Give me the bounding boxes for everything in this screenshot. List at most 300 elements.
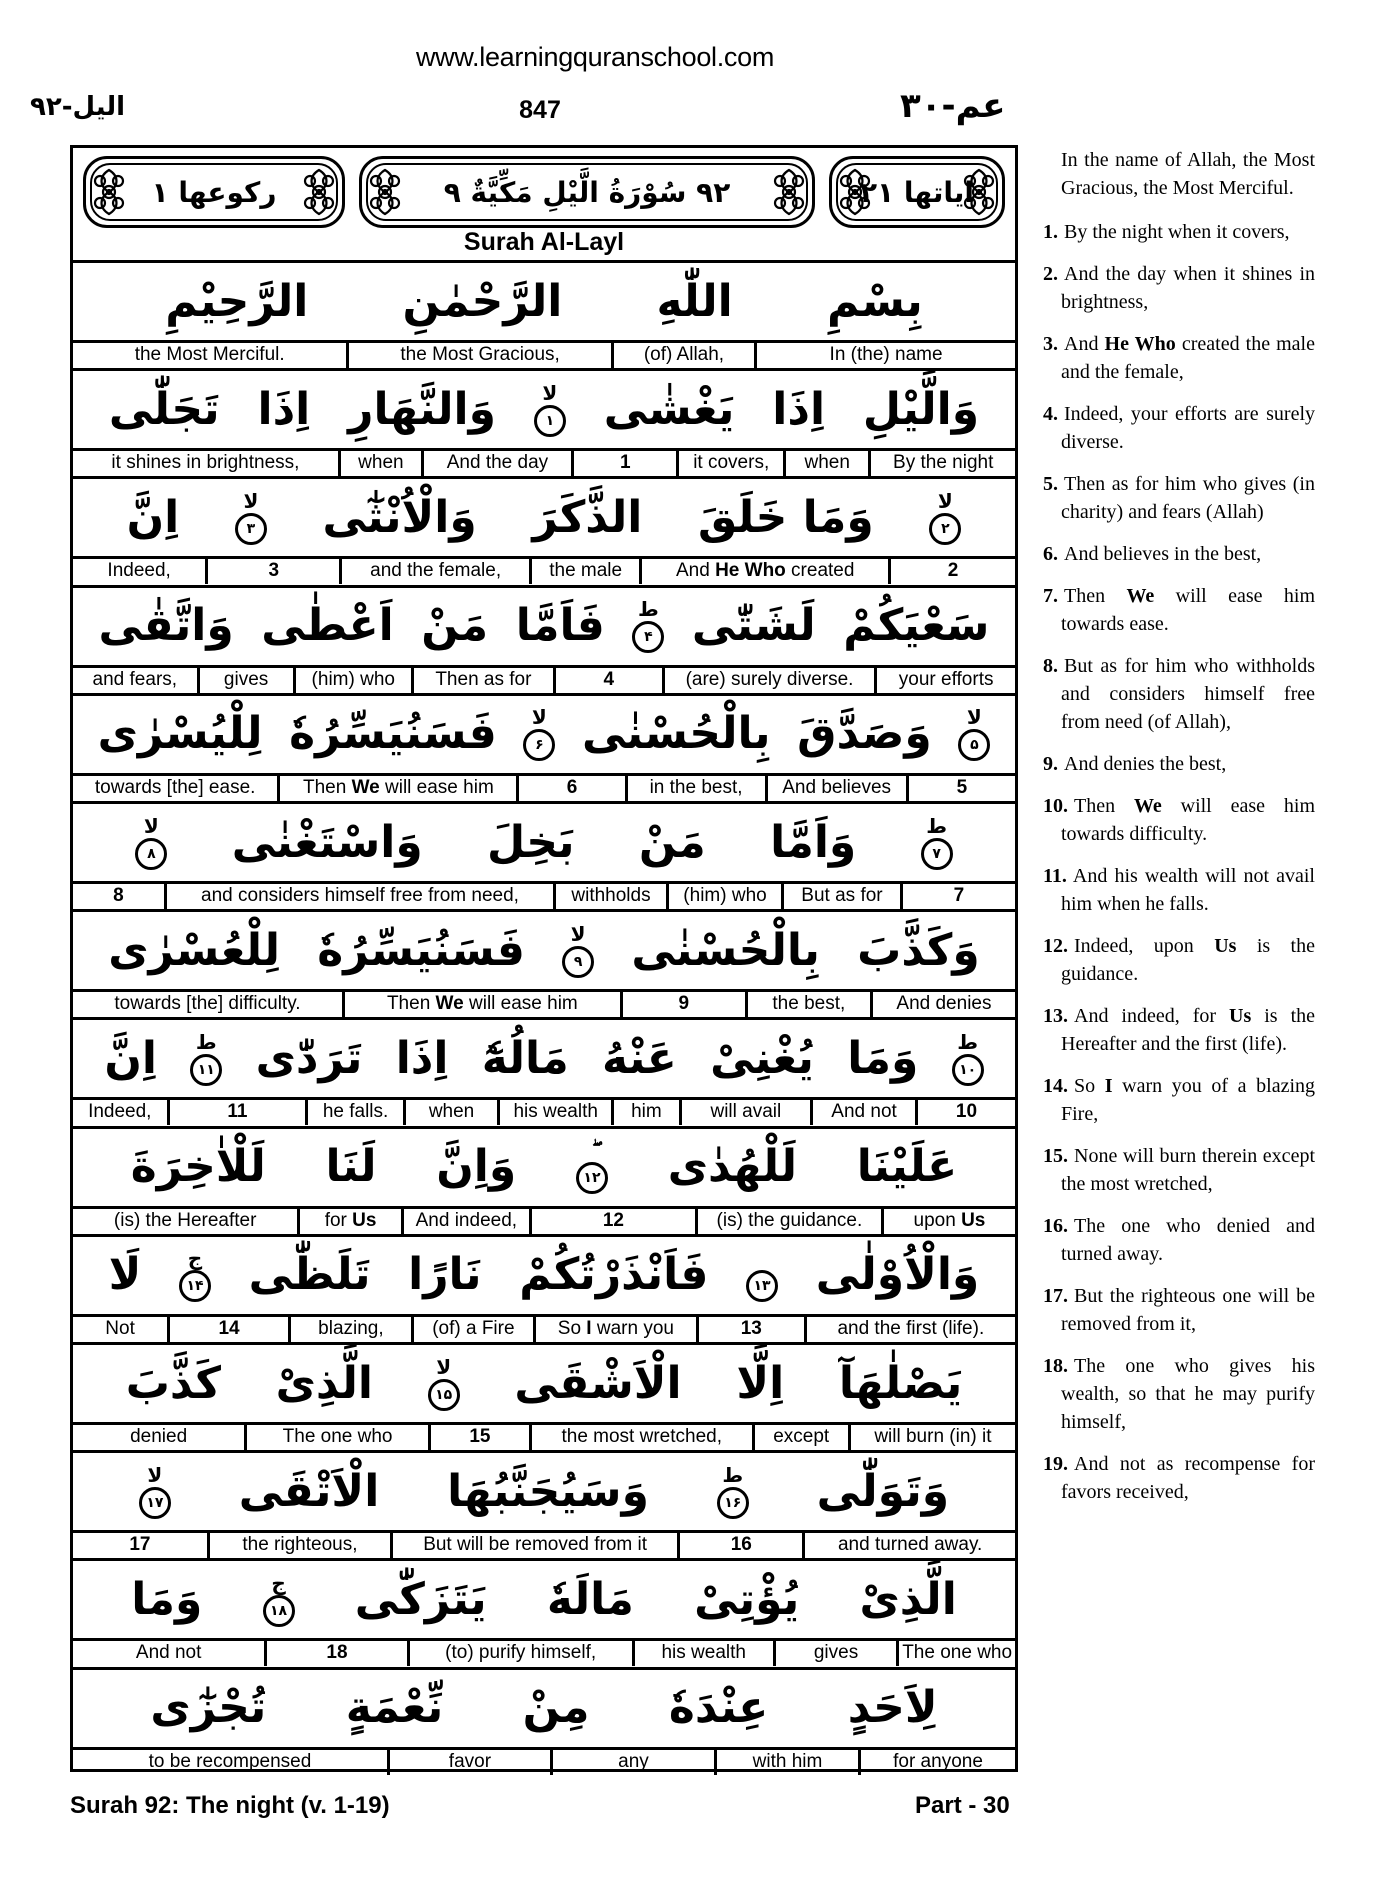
verse-end-marker	[263, 1570, 295, 1627]
verse-number-circle-icon	[746, 1270, 778, 1302]
pause-sign: ط	[195, 1029, 217, 1054]
arabic-word: اِنَّ	[104, 1032, 157, 1084]
footer-part: Part - 30	[915, 1792, 1010, 1819]
verse-text: And believes in the best,	[1064, 543, 1262, 565]
verse-number-circle-icon	[190, 1054, 222, 1086]
translation-cell	[536, 1317, 699, 1342]
verse-number: ۱	[545, 412, 555, 429]
translation-cell: Not	[73, 1317, 170, 1342]
verse-text: And indeed, for	[1074, 1005, 1230, 1027]
pause-sign: ط	[722, 1462, 744, 1487]
arabic-word: فَاَمَّا	[515, 600, 605, 652]
translation-cell: for anyone	[893, 1750, 983, 1772]
ruku-label: رکوعها ۱	[151, 175, 277, 209]
verse-text: Indeed, upon	[1074, 935, 1215, 957]
verse-number: 14.	[1043, 1075, 1068, 1097]
translation-cell: And not	[813, 1100, 918, 1125]
translation-cell: it covers,	[679, 451, 786, 476]
translation-cell: (of) a Fire	[414, 1317, 536, 1342]
verse-text: Indeed, your efforts are surely diverse.	[1061, 403, 1315, 453]
verse-number-cell: 4	[556, 668, 665, 693]
cell-text: for	[324, 1209, 353, 1231]
arabic-word: وَالْاُنْثٰٓی	[322, 491, 477, 543]
translation-cell: gives	[200, 668, 296, 693]
translation-row	[73, 1422, 1015, 1450]
arabic-word: فَاَنْذَرْتُکُمْ	[519, 1249, 709, 1301]
verse-end-marker	[632, 599, 664, 653]
translation-cell: blazing,	[291, 1317, 414, 1342]
translation-row	[73, 556, 1015, 584]
translation-cell: the righteous,	[210, 1533, 393, 1558]
arabic-word: فَسَنُیَسِّرُهٗ	[289, 708, 497, 760]
verse-text: In the name of Allah, the Most Gracious, the Most Merciful.	[1061, 149, 1315, 199]
verse-number-cell: 16	[680, 1533, 805, 1558]
cell-emphasis: Us	[352, 1209, 377, 1231]
translation-cell: withholds	[556, 884, 669, 909]
translation-cell: will burn (in) it	[874, 1426, 992, 1447]
arabic-word: بِالْحُسْنٰی	[581, 708, 771, 760]
verse-group	[73, 1017, 1015, 1125]
verse-end-marker	[235, 488, 267, 545]
translation-cell: (is) the Hereafter	[73, 1209, 300, 1234]
verse-number: 3.	[1043, 333, 1058, 355]
pause-sign: لا	[542, 380, 558, 405]
translation-cell: in the best,	[628, 776, 768, 801]
surah-english-name: Surah Al-Layl	[463, 228, 625, 256]
arabic-word: کَذَّبَ	[125, 1357, 221, 1409]
arabic-word: بِسْمِ	[826, 275, 923, 327]
verse-group	[73, 1450, 1015, 1558]
translation-cell: Indeed,	[73, 559, 208, 584]
cell-text: Then	[386, 993, 436, 1015]
cell-text: warn you	[591, 1317, 674, 1339]
verse-emphasis: We	[1133, 795, 1162, 817]
verse-emphasis: He Who	[1104, 333, 1176, 355]
ornament-icon	[87, 166, 131, 218]
arabic-word: یُغْنِیْ	[710, 1032, 814, 1084]
verse-number: 19.	[1043, 1453, 1068, 1475]
verse-text: warn you of a blazing Fire,	[1061, 1075, 1316, 1125]
ornament-icon	[833, 166, 877, 218]
arabic-word: تَلَظّٰی	[248, 1249, 371, 1301]
verse-translation	[1043, 932, 1315, 988]
translation-cell: The one who	[902, 1642, 1013, 1664]
verse-number: 2.	[1043, 263, 1058, 285]
verse-number-circle-icon	[534, 405, 566, 437]
cell-text: And	[675, 560, 716, 582]
translation-cell: gives	[776, 1641, 899, 1666]
pause-sign: لا	[143, 813, 159, 838]
arabic-row	[73, 1017, 1015, 1097]
verse-number-cell: 3	[208, 559, 342, 584]
translation-cell: and considers himself free from need,	[167, 884, 556, 909]
arabic-word: بَخِلَ	[487, 816, 575, 868]
verse-number: ۱۰	[959, 1061, 977, 1078]
arabic-row	[73, 801, 1015, 881]
arabic-word: مِنْ	[522, 1682, 590, 1734]
verse-number-cell: 12	[532, 1209, 698, 1234]
verse-end-marker	[139, 1462, 171, 1519]
verse-text: By the night when it covers,	[1064, 221, 1290, 243]
translation-cell: with him	[717, 1750, 861, 1775]
verse-translation	[1043, 652, 1315, 736]
arabic-word: یُؤْتِیْ	[694, 1573, 800, 1625]
arabic-word: وَاتَّقٰی	[98, 600, 234, 652]
translation-row	[73, 665, 1015, 693]
arabic-word: لِلْعُسْرٰی	[108, 924, 281, 976]
arabic-word: عِنْدَهٗ	[668, 1682, 769, 1734]
arabic-word: وَمَا	[847, 1032, 919, 1084]
verse-number-circle-icon	[929, 513, 961, 545]
juz-running-header: عم-۳۰	[900, 86, 1006, 126]
surah-arabic-title: ۹۲ سُوْرَةُ الَّیْلِ مَکِّیَّةٌ ۹	[443, 175, 731, 209]
translation-cell: denied	[73, 1425, 247, 1450]
arabic-word: لِاَحَدٍ	[847, 1682, 938, 1734]
verse-number-circle-icon	[235, 513, 267, 545]
translation-cell: his wealth	[635, 1641, 776, 1666]
translation-cell: when	[406, 1100, 500, 1125]
arabic-word: اَعْطٰی	[261, 600, 394, 652]
arabic-word: مَالَهٗ	[546, 1573, 634, 1625]
verse-group	[73, 1234, 1015, 1342]
verse-end-marker	[534, 380, 566, 437]
translation-row	[73, 340, 1015, 368]
verse-emphasis: We	[1126, 585, 1155, 607]
verse-translation	[1043, 540, 1315, 568]
word-by-word-table	[70, 145, 1018, 1772]
arabic-word: لَلْهُدٰی	[667, 1141, 797, 1193]
verse-number-cell: 13	[699, 1317, 807, 1342]
verse-number: ۱۴	[186, 1278, 204, 1295]
verse-number: 8.	[1043, 655, 1058, 677]
arabic-row	[73, 1667, 1015, 1747]
translation-cell: his wealth	[500, 1100, 614, 1125]
arabic-word: اِلَّا	[736, 1357, 785, 1409]
translation-cell: the best,	[748, 992, 873, 1017]
arabic-word: لَشَتّٰی	[691, 600, 816, 652]
verse-end-marker	[562, 921, 594, 978]
verse-text: created the male and the female,	[1061, 333, 1315, 383]
verse-translation	[1043, 330, 1315, 386]
translation-cell: it shines in brightness,	[73, 451, 341, 476]
verse-group	[73, 368, 1015, 476]
arabic-row	[73, 260, 1015, 340]
translation-cell: (him) who	[296, 668, 414, 693]
arabic-word: الذَّکَرَ	[532, 491, 643, 543]
verse-translation	[1043, 470, 1315, 526]
verse-number: ۹	[573, 953, 583, 970]
arabic-row	[73, 1450, 1015, 1530]
verse-number: ۴	[644, 629, 653, 646]
arabic-word: وَالَّیْلِ	[862, 383, 980, 435]
cell-emphasis: We	[351, 776, 380, 798]
ornament-icon	[363, 166, 407, 218]
verse-group	[73, 909, 1015, 1017]
translation-cell: except	[755, 1425, 851, 1450]
arabic-word: عَنْهُ	[602, 1032, 677, 1084]
cell-emphasis: Us	[961, 1209, 986, 1231]
verse-group	[73, 476, 1015, 584]
translation-row	[73, 989, 1015, 1017]
verse-number-circle-icon	[921, 838, 953, 870]
cell-text: Then	[302, 776, 352, 798]
arabic-word: یَتَزَکّٰی	[354, 1573, 487, 1625]
verse-number-circle-icon	[632, 621, 664, 653]
verse-number-cell: 7	[953, 885, 965, 906]
site-url-text: www.learningquranschool.com	[415, 42, 775, 72]
arabic-word: مَالُهٗٓ	[481, 1032, 569, 1084]
translation-cell: and the first (life).	[837, 1317, 985, 1339]
arabic-word: وَسَیُجَنَّبُهَا	[447, 1465, 649, 1517]
verse-number: 13.	[1043, 1005, 1068, 1027]
verse-translation	[1043, 582, 1315, 638]
verse-text: Then as for him who gives (in charity) and fears (Allah)	[1061, 473, 1315, 523]
translation-cell	[642, 559, 891, 584]
cell-text: So	[557, 1317, 587, 1339]
verse-translation	[1043, 1212, 1315, 1268]
translation-cell: And not	[73, 1641, 267, 1666]
verse-number-cell: 8	[73, 884, 167, 909]
cell-text: will ease him	[379, 776, 494, 798]
pause-sign: لا	[147, 1462, 163, 1487]
verse-group	[73, 801, 1015, 909]
translation-cell	[345, 992, 623, 1017]
verse-end-marker	[428, 1354, 460, 1411]
translation-cell: he falls.	[308, 1100, 406, 1125]
verse-text: is the guidance.	[1061, 935, 1315, 985]
arabic-word: وَاسْتَغْنٰی	[231, 816, 423, 868]
verse-number: 5.	[1043, 473, 1058, 495]
verse-text: But as for him who withholds and considers himself free from need (of Allah),	[1061, 655, 1315, 733]
arabic-word: مَنْ	[421, 600, 489, 652]
verse-translation	[1043, 1450, 1315, 1506]
verse-translation	[1043, 1282, 1315, 1338]
verse-number: 7.	[1043, 585, 1058, 607]
verse-number-circle-icon	[428, 1379, 460, 1411]
translation-cell: Indeed,	[73, 1100, 170, 1125]
arabic-word: وَکَذَّبَ	[857, 924, 980, 976]
cell-text: upon	[913, 1209, 962, 1231]
arabic-word: لِلْیُسْرٰی	[97, 708, 263, 760]
arabic-word: تَرَدّٰی	[255, 1032, 363, 1084]
verse-end-marker	[958, 707, 990, 761]
translation-cell: And believes	[768, 776, 909, 801]
pause-sign: ج	[271, 1570, 286, 1595]
arabic-row	[73, 1234, 1015, 1314]
site-url	[0, 42, 1398, 73]
arabic-word: اِذَا	[772, 383, 826, 435]
verse-number-cell: 14	[170, 1317, 291, 1342]
verse-text: And the day when it shines in brightness,	[1061, 263, 1315, 313]
ornament-icon	[957, 166, 1001, 218]
verse-number: 16.	[1043, 1215, 1068, 1237]
arabic-word: اِذَا	[257, 383, 311, 435]
translation-cell: And indeed,	[404, 1209, 532, 1234]
arabic-word: اللّٰهِ	[656, 275, 733, 327]
ornament-icon	[297, 166, 341, 218]
verse-number-cell: 9	[623, 992, 748, 1017]
translation-cell: towards [the] ease.	[73, 776, 280, 801]
verse-number: 12.	[1043, 935, 1068, 957]
pause-sign: لا	[243, 488, 259, 513]
translation-cell: (to) purify himself,	[410, 1641, 635, 1666]
translation-cell: In (the) name	[829, 344, 943, 365]
verse-number-cell: 17	[73, 1533, 210, 1558]
arabic-row	[73, 368, 1015, 448]
verse-translation	[1043, 260, 1315, 316]
verse-group	[73, 1667, 1015, 1775]
verse-text: So	[1074, 1075, 1105, 1097]
translation-cell: and fears,	[73, 668, 200, 693]
translation-cell: to be recompensed	[73, 1750, 390, 1775]
translation-row	[73, 1747, 1015, 1775]
ayat-label: ایاتها ۲۱	[859, 175, 975, 209]
translation-cell: But will be removed from it	[393, 1533, 680, 1558]
pause-sign: ج	[187, 1246, 203, 1271]
verse-group	[73, 1558, 1015, 1666]
verse-translation	[1043, 862, 1315, 918]
verse-number-circle-icon	[135, 838, 167, 870]
arabic-word: مَنْ	[638, 816, 706, 868]
verse-number: ۱۶	[724, 1494, 742, 1511]
pause-sign: ط	[957, 1029, 979, 1054]
verse-number-cell: 2	[947, 560, 959, 582]
arabic-word: سَعْیَکُمْ	[843, 600, 990, 652]
pause-sign: لا	[570, 921, 586, 946]
verse-number: 11.	[1043, 865, 1067, 887]
translation-cell: will avail	[682, 1100, 814, 1125]
arabic-word: وَمَا	[131, 1573, 203, 1625]
arabic-word: تَجَلّٰی	[108, 383, 220, 435]
verse-number-cell: 1	[574, 451, 679, 476]
pause-sign: لا	[436, 1354, 452, 1379]
verse-number-cell: 15	[431, 1425, 532, 1450]
verse-number-cell: 11	[170, 1100, 309, 1125]
translation-row	[73, 1638, 1015, 1666]
verse-end-marker	[135, 813, 167, 870]
translation-cell: and turned away.	[837, 1534, 983, 1556]
surah-banner	[83, 156, 1005, 228]
translation-cell: favor	[390, 1750, 553, 1775]
verse-number: ۱۷	[146, 1494, 164, 1511]
verse-number: 1.	[1043, 221, 1058, 243]
verse-number-circle-icon	[263, 1595, 295, 1627]
arabic-row	[73, 476, 1015, 556]
bismillah-translation	[1043, 146, 1315, 202]
translation-row	[73, 1530, 1015, 1558]
pause-sign: لا	[966, 705, 982, 730]
verse-number-circle-icon	[139, 1487, 171, 1519]
surah-title-cartouche	[359, 156, 815, 228]
arabic-word: وَاَمَّا	[770, 816, 857, 868]
verse-number: 18.	[1043, 1355, 1068, 1377]
verse-end-marker	[190, 1029, 222, 1086]
arabic-row	[73, 909, 1015, 989]
arabic-word: یَغْشٰی	[603, 383, 735, 435]
verse-number: ۱۵	[435, 1386, 453, 1403]
verse-number-cell: 18	[267, 1641, 409, 1666]
verse-emphasis: Us	[1214, 935, 1237, 957]
verse-text: None will burn therein except the most wretched,	[1061, 1145, 1315, 1195]
translation-cell: any	[553, 1750, 717, 1775]
translation-cell: towards [the] difficulty.	[73, 992, 345, 1017]
translation-cell: By the night	[893, 452, 994, 474]
verse-number-cell: 6	[519, 776, 627, 801]
translation-cell: (is) the guidance.	[698, 1209, 884, 1234]
cell-text: created	[785, 560, 855, 582]
verse-text: will ease him towards ease.	[1061, 585, 1316, 635]
translation-cell	[884, 1209, 1015, 1234]
arabic-word: وَصَدَّقَ	[797, 708, 932, 760]
translation-cell: (are) surely diverse.	[665, 668, 878, 693]
verse-number: ۱۱	[197, 1061, 215, 1078]
verse-number-circle-icon	[958, 729, 990, 761]
verse-group	[73, 1342, 1015, 1450]
footer-surah-info: Surah 92: The night (v. 1-19)	[70, 1792, 390, 1819]
verse-number: 10.	[1043, 795, 1068, 817]
arabic-word: الَّذِیْ	[275, 1357, 373, 1409]
verse-translation	[1043, 1072, 1315, 1128]
translation-row	[73, 881, 1015, 909]
translation-cell: (him) who	[669, 884, 784, 909]
arabic-word: عَلَیْنَا	[856, 1141, 958, 1193]
cell-emphasis: We	[435, 993, 464, 1015]
translation-row	[73, 1206, 1015, 1234]
verse-number: 17.	[1043, 1285, 1068, 1307]
verse-number-circle-icon	[562, 946, 594, 978]
verse-number: ۳	[246, 520, 256, 537]
translation-cell: (of) Allah,	[614, 343, 757, 368]
verse-number: ۱۲	[583, 1170, 601, 1187]
arabic-word: اِذَا	[395, 1032, 449, 1084]
arabic-word: فَسَنُیَسِّرُهٗ	[317, 924, 525, 976]
verse-text: The one who gives his wealth, so that he may purify himself,	[1061, 1355, 1315, 1433]
verse-translation	[1043, 400, 1315, 456]
verse-text: is the Hereafter and the first (life).	[1061, 1005, 1316, 1055]
verse-text: And his wealth will not avail him when he falls.	[1061, 865, 1315, 915]
verse-translation	[1043, 792, 1315, 848]
translation-cell: But as for	[784, 884, 903, 909]
translation-cell: when	[341, 451, 424, 476]
translation-cell	[280, 776, 519, 801]
arabic-row	[73, 1558, 1015, 1638]
verse-number: 6.	[1043, 543, 1058, 565]
translation-cell: the most wretched,	[532, 1425, 755, 1450]
verse-number: ۱۸	[269, 1602, 288, 1619]
verse-translation	[1043, 218, 1315, 246]
arabic-word: تُجْزٰٓی	[150, 1682, 267, 1734]
translation-cell: the male	[532, 559, 642, 584]
translation-cell	[300, 1209, 403, 1234]
translation-row	[73, 1314, 1015, 1342]
cell-emphasis: I	[586, 1317, 592, 1339]
verse-number-circle-icon	[952, 1054, 984, 1086]
verse-number: ۸	[147, 845, 156, 862]
translation-cell: And the day	[424, 451, 574, 476]
verse-number: ۵	[970, 737, 979, 754]
arabic-row	[73, 1126, 1015, 1206]
arabic-word: وَمَا خَلَقَ	[697, 491, 874, 543]
translation-cell: him	[614, 1100, 681, 1125]
verse-text: But the righteous one will be removed from it,	[1061, 1285, 1315, 1335]
cell-text: will ease him	[463, 993, 578, 1015]
verse-end-marker	[576, 1140, 608, 1194]
arabic-word: الرَّحِیْمِ	[165, 275, 309, 327]
verse-end-marker	[921, 813, 953, 870]
pause-sign: ط	[637, 597, 659, 622]
arabic-word: الْاَتْقَی	[238, 1465, 380, 1517]
verse-translation-column	[1043, 146, 1315, 1520]
